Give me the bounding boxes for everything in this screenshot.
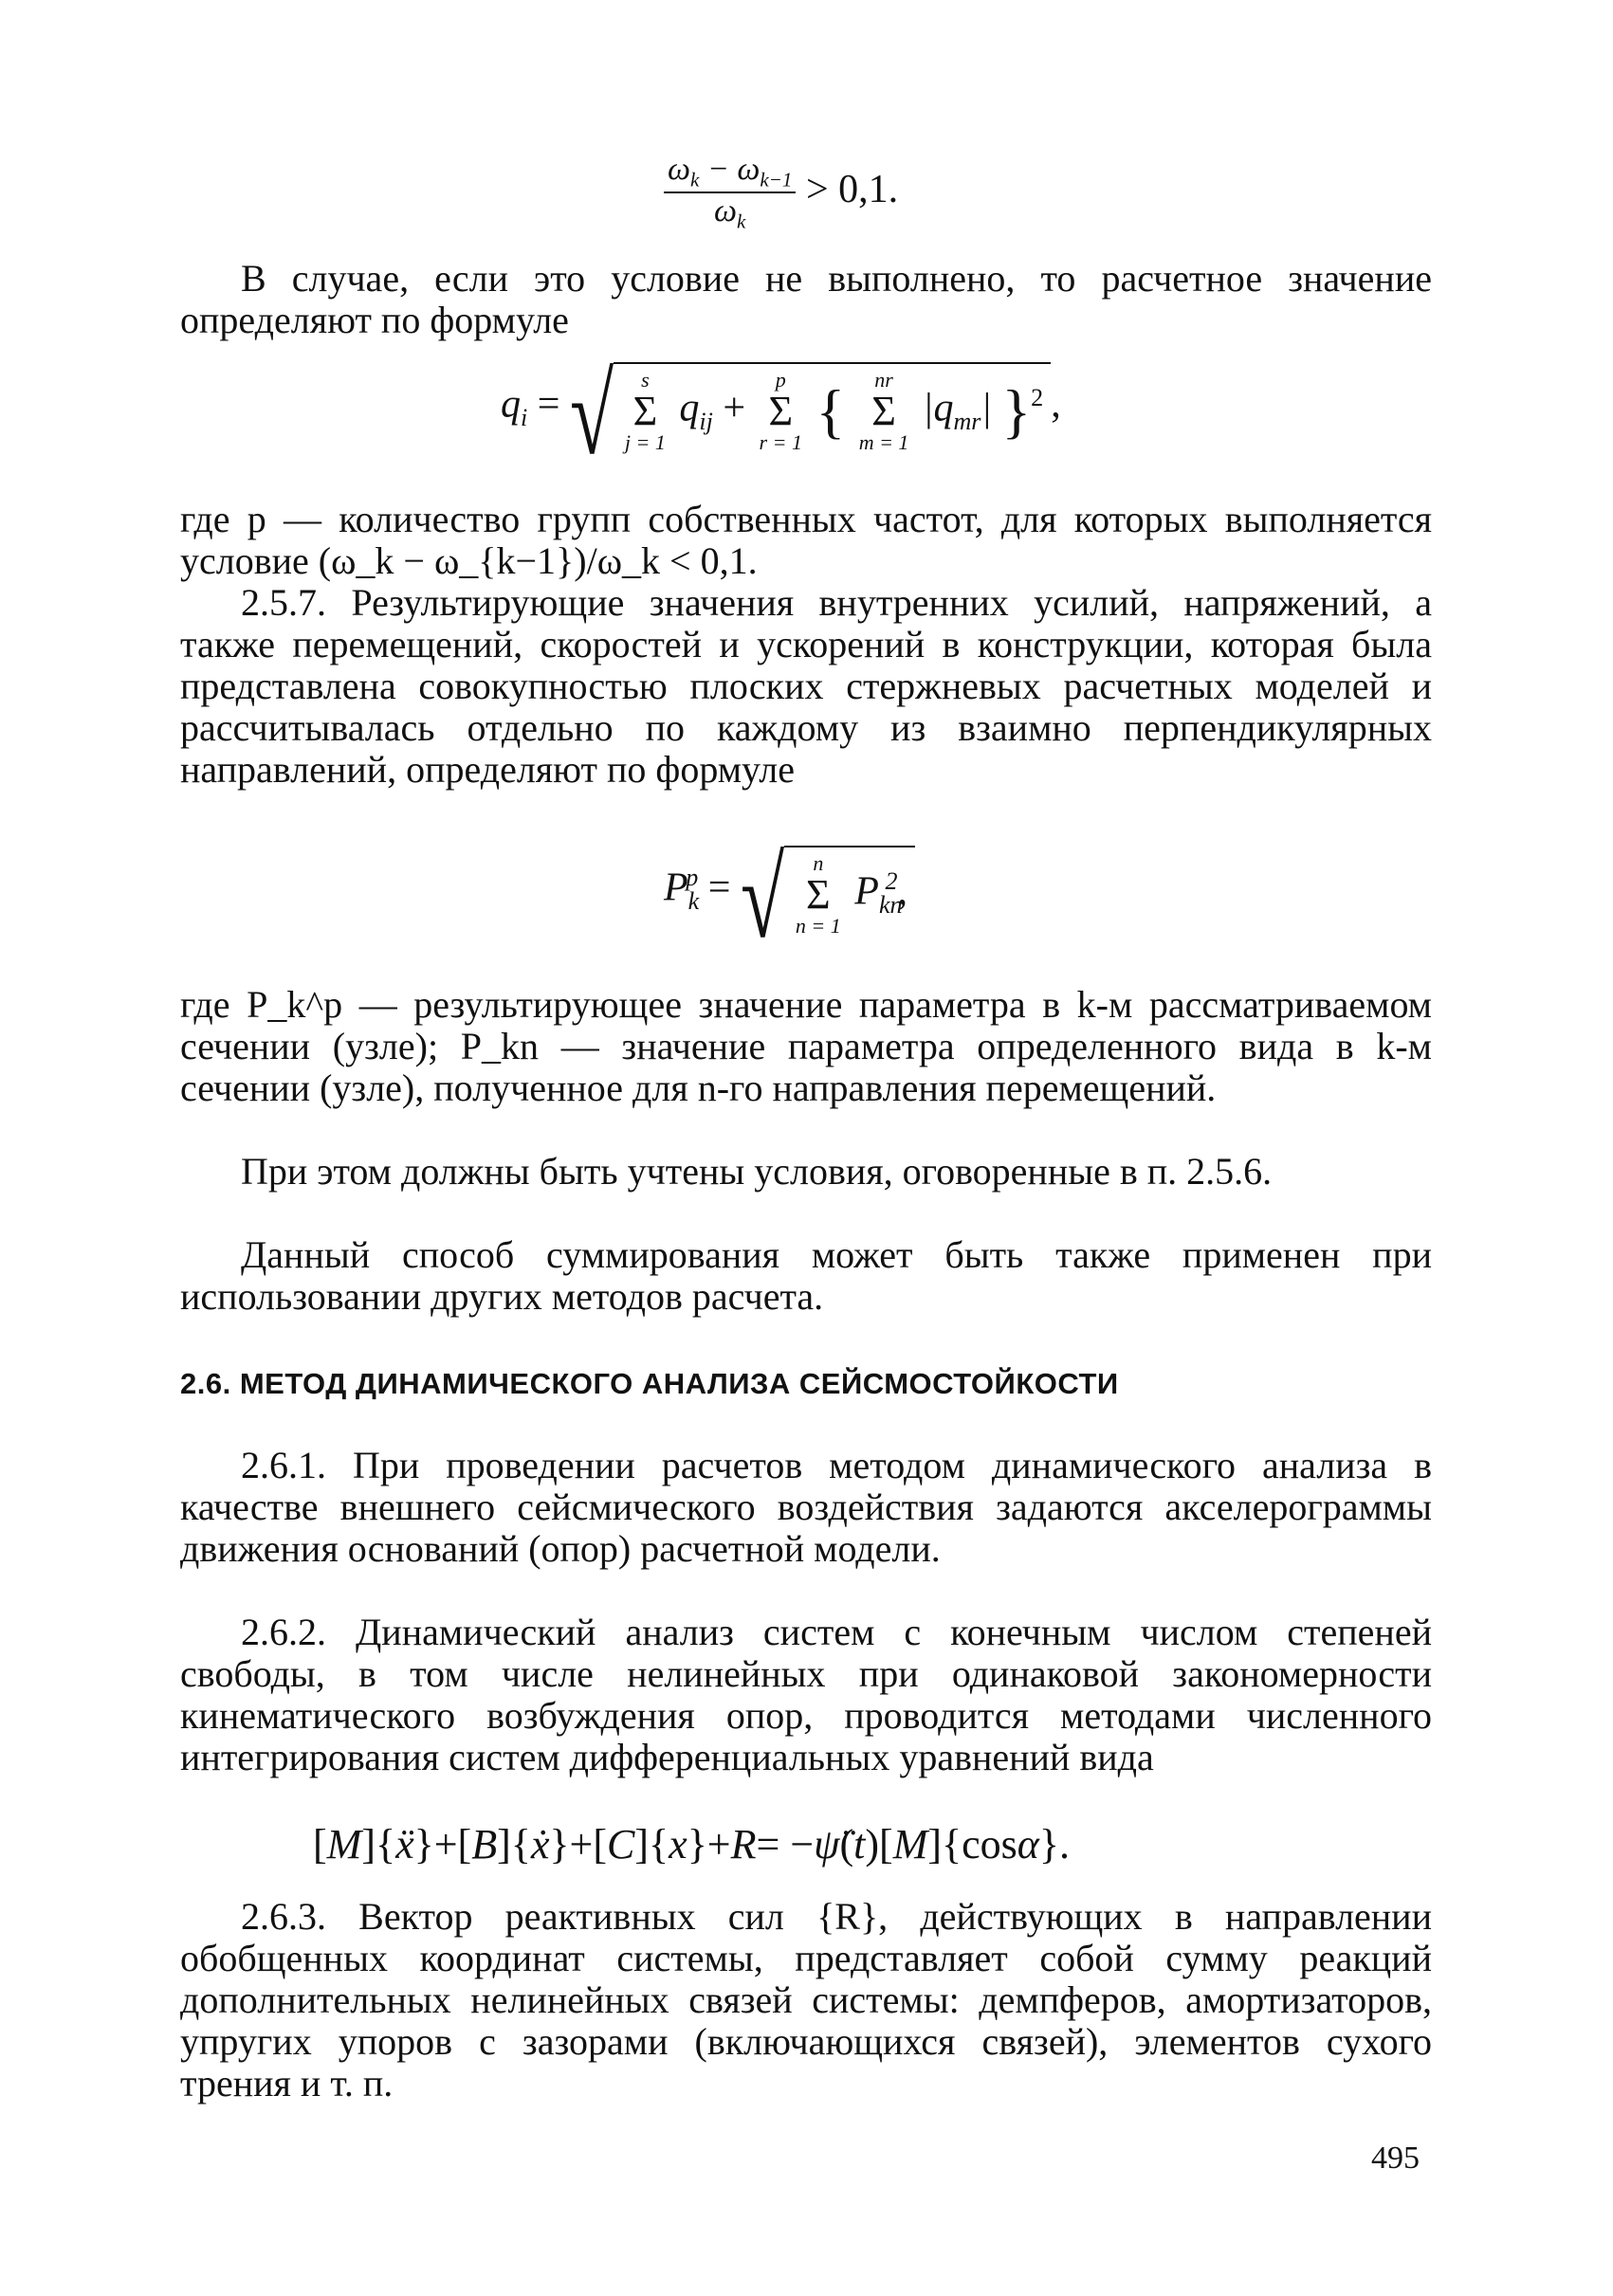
paragraph-1 bbox=[180, 258, 1432, 341]
paragraph-3-text: 2.5.7. Результирующие значения внутренних усилий, напряжений, а также перемещений, скоростей и ускорений в конструкции, которая была представлена совокупностью плоских стержневых расчетных моделей и рассчитывалась отдельно по каждому из взаимно перпендикулярных направлений, определяют по формуле bbox=[180, 581, 1432, 791]
paragraph-8-text: 2.6.2. Динамический анализ систем с конечным числом степеней свободы, в том числе нелинейных при одинаковой закономерности кинематического возбуждения опор, проводится методами численного интегрирования систем дифференциальных уравнений вида bbox=[180, 1611, 1432, 1778]
paragraph-9 bbox=[180, 1896, 1432, 2105]
formula-equation: [M]{ẍ}+[B]{ẋ}+[C]{x}+R= −ψ̈(t)[M]{cosα}. bbox=[313, 1821, 1071, 1868]
paragraph-5 bbox=[180, 1151, 1432, 1193]
paragraph-7-text: 2.6.1. При проведении расчетов методом динамического анализа в качестве внешнего сейсмического воздействия задаются акселерограммы движения оснований (опор) расчетной модели. bbox=[180, 1444, 1432, 1570]
section-heading: 2.6. МЕТОД ДИНАМИЧЕСКОГО АНАЛИЗА СЕЙСМОСТОЙКОСТИ bbox=[180, 1367, 1119, 1400]
formula-omega-condition: $\frac{\omega_k - \omega_{k-1}}{\omega_k}$ > 0,1. bbox=[664, 152, 898, 234]
paragraph-5-text: При этом должны быть учтены условия, оговоренные в п. 2.5.6. bbox=[241, 1150, 1273, 1193]
paragraph-4-text: где P_k^p — результирующее значение параметра в k-м рассматриваемом сечении (узле); P_kn — значение параметра определенного вида в k-м сечении (узле), полученное для n-го направления перемещений. bbox=[180, 983, 1432, 1109]
paragraph-4 bbox=[180, 984, 1432, 1109]
formula-pk: $P_k^p$ = √ n Σ n = 1 $P_{kn}^2$, bbox=[664, 846, 915, 937]
paragraph-7 bbox=[180, 1445, 1432, 1570]
paragraph-9-text: 2.6.3. Вектор реактивных сил {R}, действующих в направлении обобщенных координат системы, представляет собой сумму реакций дополнительных нелинейных связей системы: демпферов, амортизаторов, упругих упоров с зазорами (включающихся связей), элементов сухого трения и т. п. bbox=[180, 1895, 1432, 2105]
paragraph-1-text: В случае, если это условие не выполнено, то расчетное значение определяют по формуле bbox=[180, 257, 1432, 341]
paragraph-6 bbox=[180, 1234, 1432, 1318]
paragraph-2-text: где p — количество групп собственных частот, для которых выполняется условие (ω_k − ω_{k−1})/ω_k < 0,1. bbox=[180, 498, 1432, 582]
paragraph-2 bbox=[180, 499, 1432, 582]
paragraph-6-text: Данный способ суммирования может быть также применен при использовании других методов расчета. bbox=[180, 1233, 1432, 1318]
page-number: 495 bbox=[1371, 2141, 1420, 2176]
paragraph-3 bbox=[180, 582, 1432, 791]
formula-qi: $q_i$ = √ s Σ j = 1 $q_{ij}$ + p Σ r = 1 { nr Σ m = 1 $|q_{mr}|$ }$^2$ , bbox=[501, 352, 1061, 478]
paragraph-8 bbox=[180, 1612, 1432, 1778]
